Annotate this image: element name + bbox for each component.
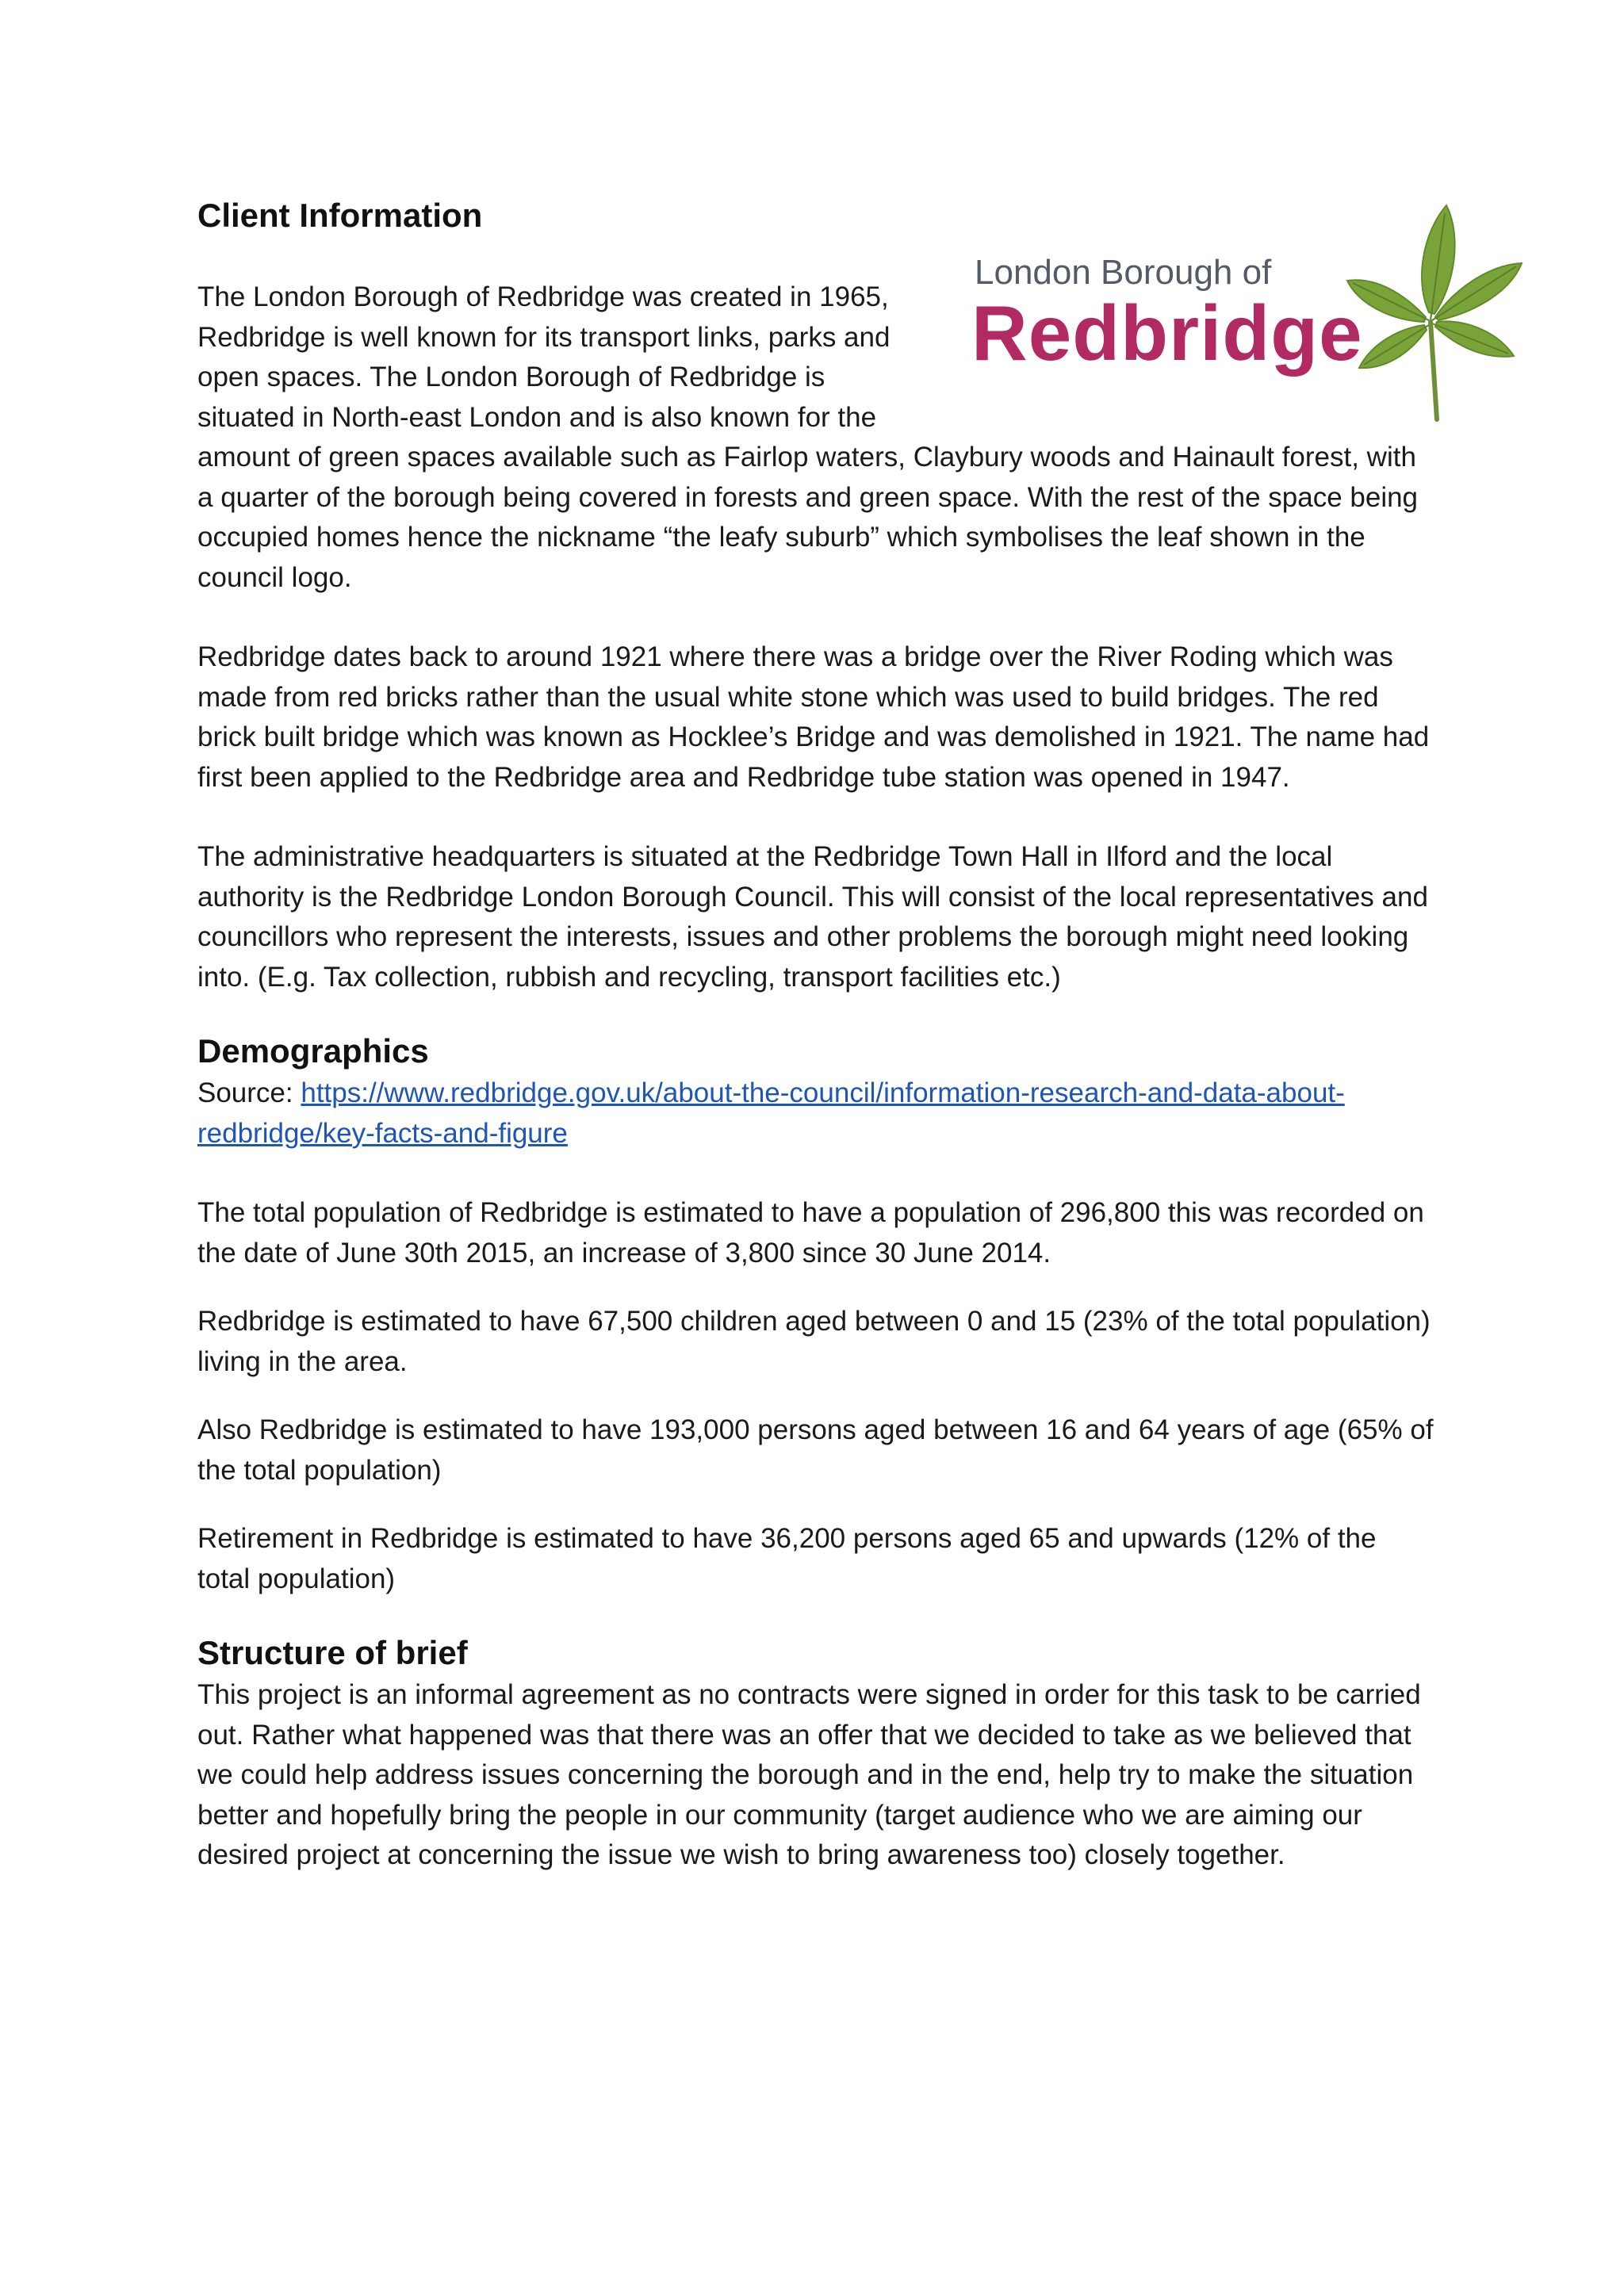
client-paragraph-2: Redbridge dates back to around 1921 where there was a bridge over the River Roding which was made from red bricks rather than the usual white stone which was used to build bridges. The red brick built bridge which was known as Hocklee’s Bridge and was demolished in 1921. The name had first been applied to the Redbridge area and Redbridge tube station was opened in 1947. xyxy=(197,641,1430,793)
client-information-heading: Client Information xyxy=(197,197,483,234)
demographics-source xyxy=(197,1073,1434,1154)
structure-paragraph-1: This project is an informal agreement as no contracts were signed in order for this task to be carried out. Rather what happened was that there was an offer that we decided to take as we believed that we could help address issues concerning the borough and in the end, help try to make the situation better and hopefully bring the people in our community (target audience who we are aiming our desired project at concerning the issue we wish to bring awareness too) closely together. xyxy=(197,1679,1421,1870)
source-link[interactable]: https://www.redbridge.gov.uk/about-the-council/information-research-and-data-about-redbridge/key-facts-and-figure xyxy=(197,1077,1345,1149)
client-paragraph-1-line-1: The London Borough of Redbridge was created in 1965, xyxy=(197,281,889,312)
chestnut-leaf-icon xyxy=(1335,201,1526,423)
demographics-paragraph-1: The total population of Redbridge is estimated to have a population of 296,800 this was recorded on the date of June 30th 2015, an increase of 3,800 since 30 June 2014. xyxy=(197,1197,1424,1269)
client-information-section xyxy=(197,193,1434,997)
demographics-paragraph-3: Also Redbridge is estimated to have 193,000 persons aged between 16 and 64 years of age (65% of the total population) xyxy=(197,1414,1434,1486)
client-paragraph-1-wrapped xyxy=(197,277,951,438)
client-paragraph-1-rest: amount of green spaces available such as Fairlop waters, Claybury woods and Hainault forest, with a quarter of the borough being covered in forests and green space. With the rest of the space being occupied homes hence the nickname “the leafy suburb” which symbolises the leaf shown in the council logo. xyxy=(197,442,1419,593)
client-paragraph-3: The administrative headquarters is situated at the Redbridge Town Hall in Ilford and the local authority is the Redbridge London Borough Council. This will consist of the local representatives and councillors who represent the interests, issues and other problems the borough might need looking into. (E.g. Tax collection, rubbish and recycling, transport facilities etc.) xyxy=(197,841,1428,993)
demographics-paragraph-4: Retirement in Redbridge is estimated to have 36,200 persons aged 65 and upwards (12% of the total population) xyxy=(197,1523,1377,1594)
client-paragraph-1-line-2: Redbridge is well known for its transport links, parks and xyxy=(197,321,891,353)
client-paragraph-1-line-3: open spaces. The London Borough of Redbridge is xyxy=(197,362,825,392)
redbridge-logo xyxy=(971,201,1522,423)
document-content xyxy=(197,193,1434,1876)
structure-heading: Structure of brief xyxy=(197,1634,468,1671)
structure-section xyxy=(197,1631,1434,1876)
logo-line-1: London Borough of xyxy=(975,253,1272,292)
demographics-paragraph-2: Redbridge is estimated to have 67,500 children aged between 0 and 15 (23% of the total population) living in the area. xyxy=(197,1306,1431,1377)
demographics-heading: Demographics xyxy=(197,1032,429,1070)
client-paragraph-1-line-4: situated in North-east London and is also known for the xyxy=(197,401,877,433)
source-label: Source: xyxy=(197,1077,293,1108)
logo-line-2: Redbridge xyxy=(971,289,1363,377)
demographics-section xyxy=(197,1029,1434,1599)
